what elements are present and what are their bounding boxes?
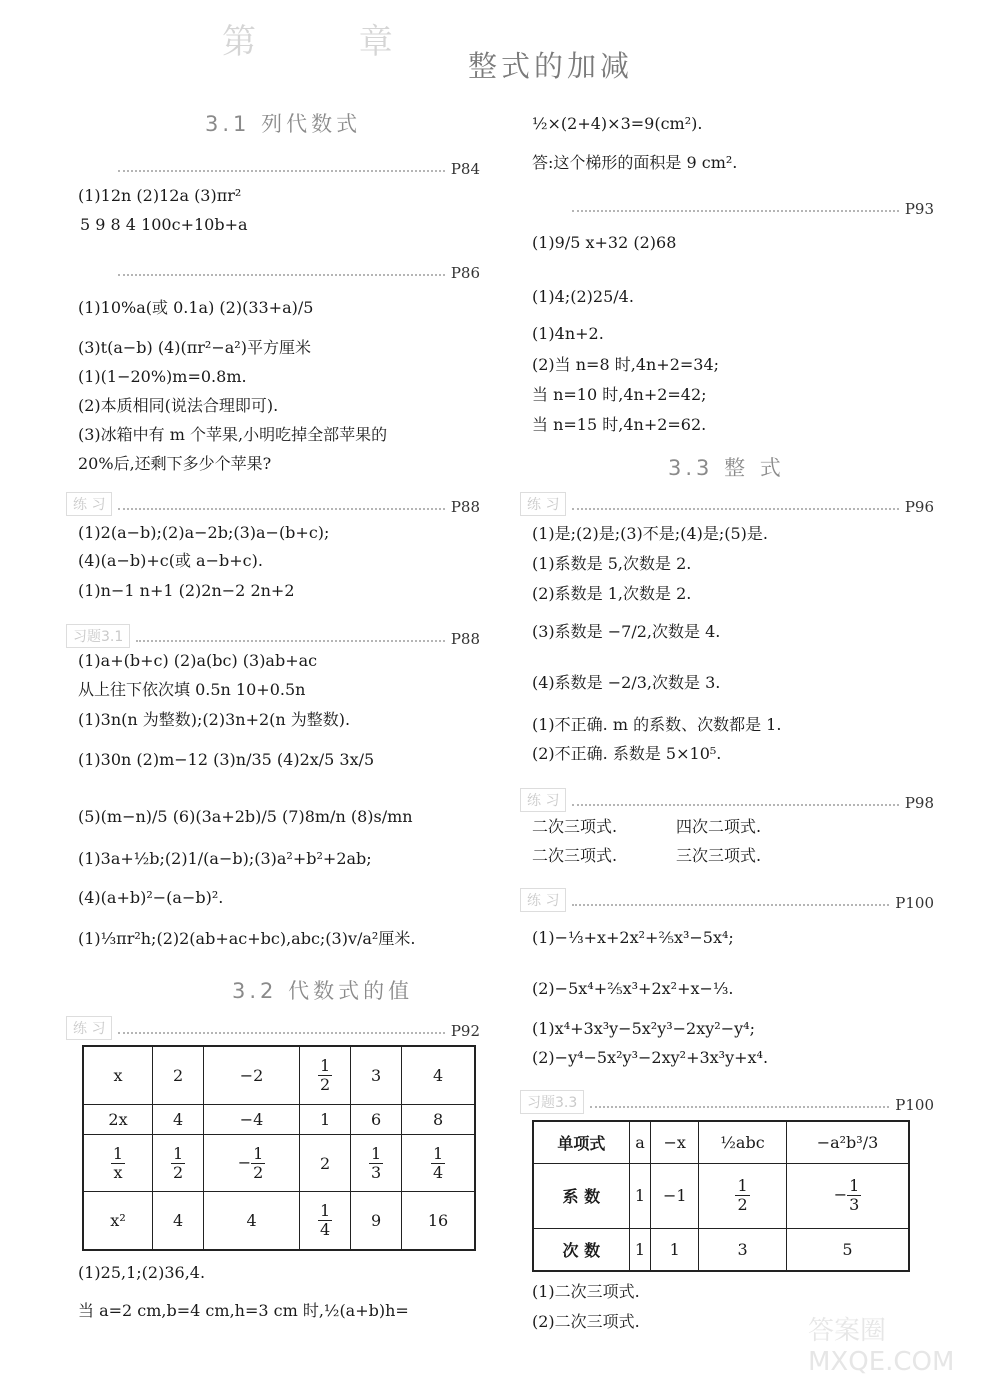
page-ref: P96	[904, 498, 934, 516]
answer-line: 四次二项式.	[676, 817, 762, 836]
table-cell: 1	[300, 1104, 351, 1134]
table-cell: 4	[402, 1046, 475, 1104]
table-cell: −a²b³/3	[786, 1121, 909, 1163]
page-ref: P88	[450, 630, 480, 648]
answer-line: ½×(2+4)×3=9(cm²).	[532, 114, 703, 133]
section-title-3-2: 3.2 代数式的值	[232, 979, 414, 1003]
table-cell: 4	[153, 1192, 204, 1250]
answer-line: (1)3a+½b;(2)1/(a−b);(3)a²+b²+2ab;	[78, 849, 372, 868]
exercise-header	[520, 886, 934, 912]
exercise-header	[66, 1014, 480, 1040]
exercise-label: 习题3.3	[520, 1090, 584, 1114]
table-cell: 4	[153, 1104, 204, 1134]
answer-line: (1)2(a−b);(2)a−2b;(3)a−(b+c);	[78, 523, 330, 542]
page-ref: P93	[904, 200, 934, 218]
table-cell: 2	[300, 1134, 351, 1191]
answer-line: (2)不正确. 系数是 5×10⁵.	[532, 744, 722, 763]
value-table	[82, 1045, 476, 1251]
answer-line: (1)−⅓+x+2x²+⅖x³−5x⁴;	[532, 928, 734, 947]
table-cell: 1	[629, 1163, 651, 1229]
section-title-3-1: 3.1 列代数式	[205, 112, 362, 136]
table-row	[83, 1192, 475, 1250]
page-ref: P92	[450, 1022, 480, 1040]
exercise-header	[66, 490, 480, 516]
answer-line: (1)n−1 n+1 (2)2n−2 2n+2	[78, 581, 295, 600]
table-row	[533, 1229, 909, 1271]
table-cell: $\frac{1}{2}$	[153, 1134, 204, 1191]
table-cell: 次 数	[533, 1229, 629, 1271]
answer-line: (1)⅓πr²h;(2)2(ab+ac+bc),abc;(3)v/a²厘米.	[78, 929, 416, 948]
table-cell: 单项式	[533, 1121, 629, 1163]
answer-line: 二次三项式.	[532, 817, 618, 836]
answer-line: (1)9/5 x+32 (2)68	[532, 233, 677, 252]
answer-line: (3)t(a−b) (4)(πr²−a²)平方厘米	[78, 338, 311, 357]
table-cell: $\frac{1}{3}$	[351, 1134, 402, 1191]
table-cell: ½abc	[699, 1121, 787, 1163]
answer-line: (1)25,1;(2)36,4.	[78, 1263, 206, 1282]
answer-line: 从上往下依次填 0.5n 10+0.5n	[78, 680, 306, 699]
exercise-header	[520, 786, 934, 812]
table-cell: 3	[699, 1229, 787, 1271]
exercise-header	[520, 192, 934, 218]
table-cell: −4	[204, 1104, 300, 1134]
exercise-header	[520, 1088, 934, 1114]
answer-line: (2)−y⁴−5x²y³−2xy²+3x³y+x⁴.	[532, 1048, 769, 1067]
exercise-label: 练 习	[520, 888, 566, 912]
watermark: 答案圈 MXQE.COM	[808, 1316, 955, 1377]
table-cell: 16	[402, 1192, 475, 1250]
answer-line: (4)(a+b)²−(a−b)².	[78, 888, 224, 907]
answer-line: (2)二次三项式.	[532, 1312, 640, 1331]
table-cell: 系 数	[533, 1163, 629, 1229]
answer-line: (2)当 n=8 时,4n+2=34;	[532, 355, 720, 374]
table-row	[83, 1134, 475, 1191]
answer-line: (2)系数是 1,次数是 2.	[532, 584, 692, 603]
page-ref: P100	[895, 1096, 934, 1114]
answer-line: (2)−5x⁴+⅖x³+2x²+x−⅓.	[532, 979, 734, 998]
table-cell: 2x	[83, 1104, 153, 1134]
table-cell: $\frac{1}{x}$	[83, 1134, 153, 1191]
answer-line: 当 a=2 cm,b=4 cm,h=3 cm 时,½(a+b)h=	[78, 1301, 409, 1320]
table-cell: − $\frac{1}{3}$	[786, 1163, 909, 1229]
chapter-mark: 第 章	[222, 22, 439, 62]
table-cell: 4	[204, 1192, 300, 1250]
answer-line: (1)12n (2)12a (3)πr²	[78, 186, 242, 205]
exercise-header	[520, 490, 934, 516]
exercise-label: 练 习	[66, 1016, 112, 1040]
table-cell: $\frac{1}{2}$	[300, 1046, 351, 1104]
page-ref: P88	[450, 498, 480, 516]
answer-line: (5)(m−n)/5 (6)(3a+2b)/5 (7)8m/n (8)s/mn	[78, 807, 413, 826]
answer-line: (1)3n(n 为整数);(2)3n+2(n 为整数).	[78, 710, 351, 729]
answer-line: (2)本质相同(说法合理即可).	[78, 396, 279, 415]
table-cell: −2	[204, 1046, 300, 1104]
exercise-header	[66, 256, 480, 282]
answer-line: 二次三项式.	[532, 846, 618, 865]
page-ref: P98	[904, 794, 934, 812]
table-cell: −1	[651, 1163, 699, 1229]
answer-line: 20%后,还剩下多少个苹果?	[78, 454, 272, 473]
page-ref: P100	[895, 894, 934, 912]
table-row	[83, 1104, 475, 1134]
table-row	[83, 1046, 475, 1104]
answer-line: (3)系数是 −7/2,次数是 4.	[532, 622, 721, 641]
answer-line: (4)(a−b)+c(或 a−b+c).	[78, 551, 263, 570]
answer-line: (1)不正确. m 的系数、次数都是 1.	[532, 715, 782, 734]
table-cell: $\frac{1}{4}$	[300, 1192, 351, 1250]
exercise-header	[66, 152, 480, 178]
table-cell: 8	[402, 1104, 475, 1134]
exercise-header	[66, 622, 480, 648]
answer-line: (1)30n (2)m−12 (3)n/35 (4)2x/5 3x/5	[78, 750, 375, 769]
table-cell: 2	[153, 1046, 204, 1104]
answer-line: 当 n=15 时,4n+2=62.	[532, 415, 707, 434]
answer-line: (1)系数是 5,次数是 2.	[532, 554, 692, 573]
answer-line: (1)a+(b+c) (2)a(bc) (3)ab+ac	[78, 651, 318, 670]
exercise-label: 练 习	[520, 788, 566, 812]
exercise-label: 练 习	[520, 492, 566, 516]
answer-line: (1)二次三项式.	[532, 1282, 640, 1301]
section-title-3-3: 3.3 整 式	[668, 456, 785, 480]
table-cell: x²	[83, 1192, 153, 1250]
answer-line: (1)4;(2)25/4.	[532, 287, 634, 306]
answer-line: (1)(1−20%)m=0.8m.	[78, 367, 247, 386]
table-row	[533, 1121, 909, 1163]
table-cell: a	[629, 1121, 651, 1163]
table-cell: 3	[351, 1046, 402, 1104]
table-cell: − $\frac{1}{2}$	[204, 1134, 300, 1191]
page-ref: P84	[450, 160, 480, 178]
table-cell: 9	[351, 1192, 402, 1250]
table-row	[533, 1163, 909, 1229]
table-cell: 1	[651, 1229, 699, 1271]
answer-line: (3)冰箱中有 m 个苹果,小明吃掉全部苹果的	[78, 425, 388, 444]
answer-line: 5 9 8 4 100c+10b+a	[80, 215, 248, 234]
table-cell: x	[83, 1046, 153, 1104]
exercise-label: 练 习	[66, 492, 112, 516]
answer-line: (1)是;(2)是;(3)不是;(4)是;(5)是.	[532, 524, 768, 543]
answer-line: (1)10%a(或 0.1a) (2)(33+a)/5	[78, 298, 314, 317]
monomial-table	[532, 1120, 910, 1272]
table-cell: −x	[651, 1121, 699, 1163]
table-cell: $\frac{1}{2}$	[699, 1163, 787, 1229]
answer-line: (1)4n+2.	[532, 324, 604, 343]
page-ref: P86	[450, 264, 480, 282]
answer-line: 答:这个梯形的面积是 9 cm².	[532, 153, 738, 172]
table-cell: $\frac{1}{4}$	[402, 1134, 475, 1191]
chapter-title: 整式的加减	[468, 49, 634, 83]
table-cell: 6	[351, 1104, 402, 1134]
answer-line: (4)系数是 −2/3,次数是 3.	[532, 673, 721, 692]
answer-line: (1)x⁴+3x³y−5x²y³−2xy²−y⁴;	[532, 1019, 755, 1038]
table-cell: 1	[629, 1229, 651, 1271]
table-cell: 5	[786, 1229, 909, 1271]
exercise-label: 习题3.1	[66, 624, 130, 648]
answer-line: 三次三项式.	[676, 846, 762, 865]
answer-line: 当 n=10 时,4n+2=42;	[532, 385, 707, 404]
